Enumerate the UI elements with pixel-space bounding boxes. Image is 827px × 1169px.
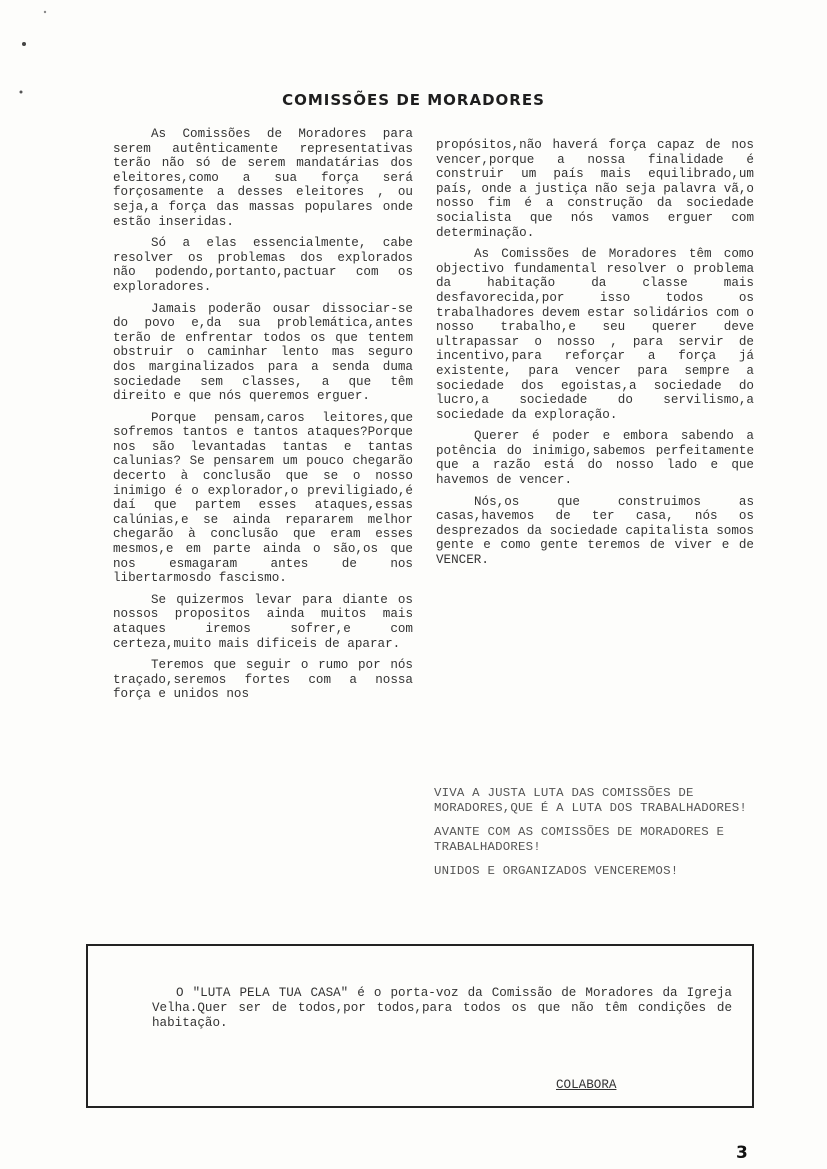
paragraph: Se quizermos levar para diante os nossos propositos ainda muitos mais ataques iremos sofrer,e com certeza,muito mais dificeis de aparar. <box>113 592 413 651</box>
info-box <box>86 944 754 1108</box>
paragraph: As Comissões de Moradores têm como objectivo fundamental resolver o problema da habitação da classe mais desfavorecida,por isso todos os trabalhadores devem estar solidários com o nosso trabalho,e seu querer deve ultrapassar o nosso , para servir de incentivo,para reforçar a força já existente, para vencer para sempre a sociedade dos egoistas,a sociedade do lucro,a sociedade do servilismo,a sociedade da exploração. <box>436 247 754 422</box>
page-number: 3 <box>736 1143 748 1163</box>
info-box-text: O "LUTA PELA TUA CASA" é o porta-voz da Comissão de Moradores da Igreja Velha.Quer ser de todos,por todos,para todos os que não têm condições de habitação. <box>152 986 732 1030</box>
paragraph: As Comissões de Moradores para serem autênticamente representativas terão não só de serem mandatárias dos eleitores,como a sua força será forçosamente a desses eleitores , ou seja,a força das massas populares onde estão inseridas. <box>113 127 413 229</box>
scan-specks <box>0 0 827 140</box>
paragraph: propósitos,não haverá força capaz de nos vencer,porque a nossa finalidade é construir um país mais equilibrado,um país, onde a justiça não seja palavra vã,o nosso fim é a construção da sociedade socialista que nós vamos erguer com determinação. <box>436 138 754 240</box>
slogan: AVANTE COM AS COMISSÕES DE MORADORES E TRABALHADORES! <box>434 825 725 854</box>
collaborate-label: COLABORA <box>556 1078 617 1092</box>
paragraph: Porque pensam,caros leitores,que sofremos tantos e tantos ataques?Porque nos são levantadas tantas e tantas calunias? Se pensarem um pouco chegarão decerto à conclusão que se o nosso inimigo é o explorador,o previligiado,é daí que partem esses ataques,essas calúnias,e se ainda repararem melhor chegarão à conclusão que eram esses mesmos,e em parte ainda o são,os que nos esmagaram antes de nos libertarmosdo fascismo. <box>113 410 413 586</box>
paragraph: Querer é poder e embora sabendo a potência do inimigo,sabemos perfeitamente que a razão está do nosso lado e que havemos de vencer. <box>436 429 754 488</box>
paragraph: Teremos que seguir o rumo por nós traçado,seremos fortes com a nossa força e unidos nos <box>113 658 413 702</box>
paragraph: Só a elas essencialmente, cabe resolver os problemas dos explorados não podendo,portanto,pactuar com os exploradores. <box>113 236 413 294</box>
left-column <box>113 127 413 709</box>
slogans <box>434 786 764 889</box>
slogan: UNIDOS E ORGANIZADOS VENCEREMOS! <box>434 864 679 879</box>
paragraph: Nós,os que construimos as casas,havemos de ter casa, nós os desprezados da sociedade capitalista somos gente e como gente teremos de viver e de VENCER. <box>436 494 754 568</box>
paragraph: Jamais poderão ousar dissociar-se do povo e,da sua problemática,antes terão de enfrentar todos os que tentem obstruir o caminhar lento mas seguro dos marginalizados para a senda duma sociedade sem classes, a que têm direito e que nós queremos erguer. <box>113 301 413 404</box>
slogan: VIVA A JUSTA LUTA DAS COMISSÕES DE MORADORES,QUE É A LUTA DOS TRABALHADORES! <box>434 786 748 815</box>
right-column <box>436 138 754 575</box>
article-title: COMISSÕES DE MORADORES <box>282 91 545 109</box>
